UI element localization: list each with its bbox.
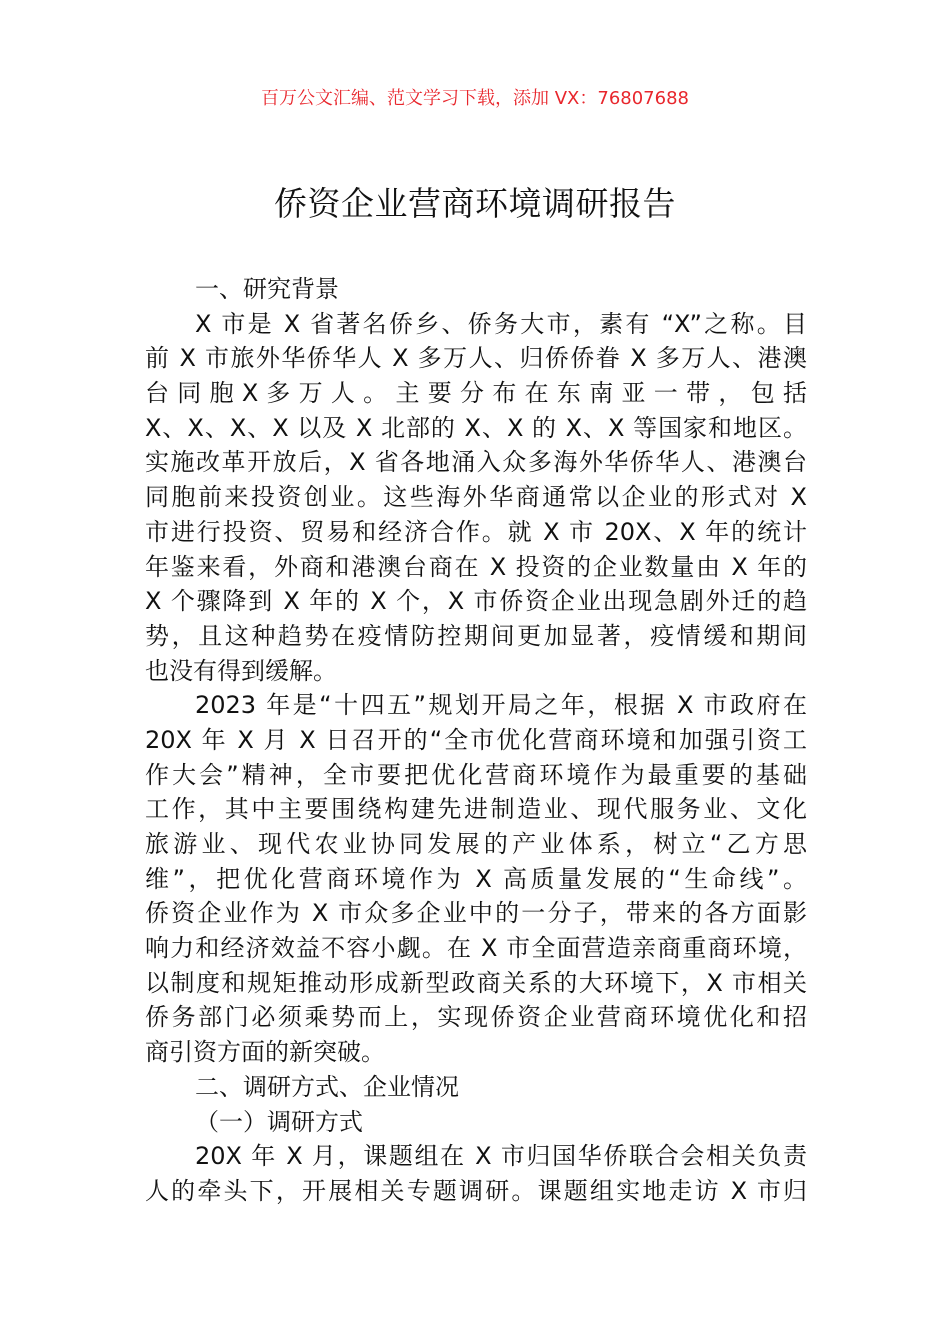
paragraph <box>145 1139 807 1208</box>
text-line: 势，且这种趋势在疫情防控期间更加显著，疫情缓和期间 <box>145 621 807 650</box>
text-line: 前 X 市旅外华侨华人 X 多万人、归侨侨眷 X 多万人、港澳 <box>145 344 807 373</box>
text-line: 二、调研方式、企业情况 <box>195 1072 459 1101</box>
text-line: X、X、X、X 以及 X 北部的 X、X 的 X、X 等国家和地区。 <box>145 413 807 442</box>
text-line: X 个骤降到 X 年的 X 个，X 市侨资企业出现急剧外迁的趋 <box>145 587 807 616</box>
paragraph <box>145 1070 807 1105</box>
text-line: 台 同 胞 X 多 万 人 。 主 要 分 布 在 东 南 亚 一 带 ， 包 括 <box>145 379 807 408</box>
text-line: 也没有得到缓解。 <box>145 656 337 685</box>
text-line: （一）调研方式 <box>195 1107 363 1136</box>
text-line: 一、研究背景 <box>195 275 339 303</box>
paragraph <box>145 272 807 307</box>
paragraph <box>145 688 807 1070</box>
paragraph <box>145 307 807 689</box>
document-title: 侨资企业营商环境调研报告 <box>274 184 676 223</box>
text-line: X 市是 X 省著名侨乡、侨务大市，素有 “X”之称。目 <box>195 309 807 338</box>
text-line: 侨务部门必须乘势而上，实现侨资企业营商环境优化和招 <box>145 1003 807 1032</box>
text-line: 维”，把优化营商环境作为 X 高质量发展的“生命线”。 <box>145 864 807 893</box>
text-line: 工作，其中主要围绕构建先进制造业、现代服务业、文化 <box>145 795 807 824</box>
text-line: 人的牵头下，开展相关专题调研。课题组实地走访 X 市归 <box>145 1176 807 1205</box>
document-body <box>145 272 807 1209</box>
text-line: 侨资企业作为 X 市众多企业中的一分子，带来的各方面影 <box>145 899 807 928</box>
text-line: 20X 年 X 月 X 日召开的“全市优化营商环境和加强引资工 <box>145 725 807 754</box>
text-line: 2023 年是“十四五”规划开局之年，根据 X 市政府在 <box>195 691 807 720</box>
text-line: 同胞前来投资创业。这些海外华商通常以企业的形式对 X <box>145 483 807 512</box>
text-line: 实施改革开放后，X 省各地涌入众多海外华侨华人、港澳台 <box>145 448 807 477</box>
text-line: 年鉴来看，外商和港澳台商在 X 投资的企业数量由 X 年的 <box>145 552 807 581</box>
text-line: 20X 年 X 月，课题组在 X 市归国华侨联合会相关负责 <box>195 1142 807 1171</box>
text-line: 作大会”精神，全市要把优化营商环境作为最重要的基础 <box>145 760 807 789</box>
text-line: 旅游业、现代农业协同发展的产业体系，树立“乙方思 <box>145 830 807 858</box>
text-line: 市进行投资、贸易和经济合作。就 X 市 20X、X 年的统计 <box>145 517 807 546</box>
text-line: 响力和经济效益不容小觑。在 X 市全面营造亲商重商环境， <box>145 934 807 963</box>
header-notice: 百万公文汇编、范文学习下载，添加 VX：76807688 <box>261 88 689 109</box>
text-line: 以制度和规矩推动形成新型政商关系的大环境下，X 市相关 <box>145 968 807 997</box>
paragraph <box>145 1105 807 1140</box>
text-line: 商引资方面的新突破。 <box>145 1038 385 1067</box>
